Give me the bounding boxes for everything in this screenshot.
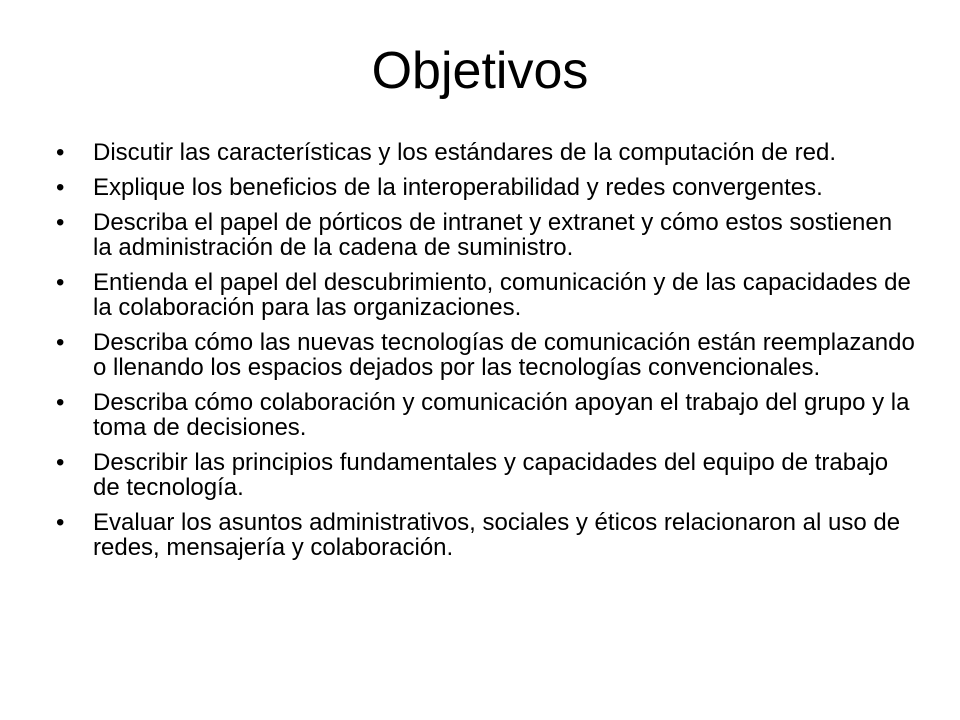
bullet-icon: • xyxy=(56,389,65,416)
bullet-icon: • xyxy=(56,174,65,201)
bullet-icon: • xyxy=(56,269,65,296)
list-item-text: Describa el papel de pórticos de intranet y extranet y cómo estos sostienen la administración de la cadena de suministro. xyxy=(93,209,893,261)
list-item-text: Describa cómo colaboración y comunicación apoyan el trabajo del grupo y la toma de decisiones. xyxy=(93,389,910,441)
list-item xyxy=(56,390,916,440)
bullet-icon: • xyxy=(56,509,65,536)
list-item xyxy=(56,140,916,165)
list-item xyxy=(56,330,916,380)
bullet-icon: • xyxy=(56,139,65,166)
list-item-text: Explique los beneficios de la interoperabilidad y redes convergentes. xyxy=(93,174,823,201)
bullet-icon: • xyxy=(56,209,65,236)
list-item xyxy=(56,450,916,500)
list-item xyxy=(56,210,916,260)
slide-title: Objetivos xyxy=(371,42,589,100)
objectives-list xyxy=(56,140,916,570)
list-item-text: Describa cómo las nuevas tecnologías de comunicación están reemplazando o llenando los espacios dejados por las tecnologías convencionales. xyxy=(93,329,915,381)
list-item xyxy=(56,175,916,200)
list-item-text: Evaluar los asuntos administrativos, sociales y éticos relacionaron al uso de redes, mensajería y colaboración. xyxy=(93,509,901,561)
bullet-icon: • xyxy=(56,449,65,476)
list-item-text: Discutir las características y los estándares de la computación de red. xyxy=(93,139,837,166)
bullet-icon: • xyxy=(56,329,65,356)
list-item xyxy=(56,510,916,560)
list-item-text: Entienda el papel del descubrimiento, comunicación y de las capacidades de la colaboración para las organizaciones. xyxy=(93,269,911,321)
list-item xyxy=(56,270,916,320)
list-item-text: Describir las principios fundamentales y capacidades del equipo de trabajo de tecnología. xyxy=(93,449,889,501)
